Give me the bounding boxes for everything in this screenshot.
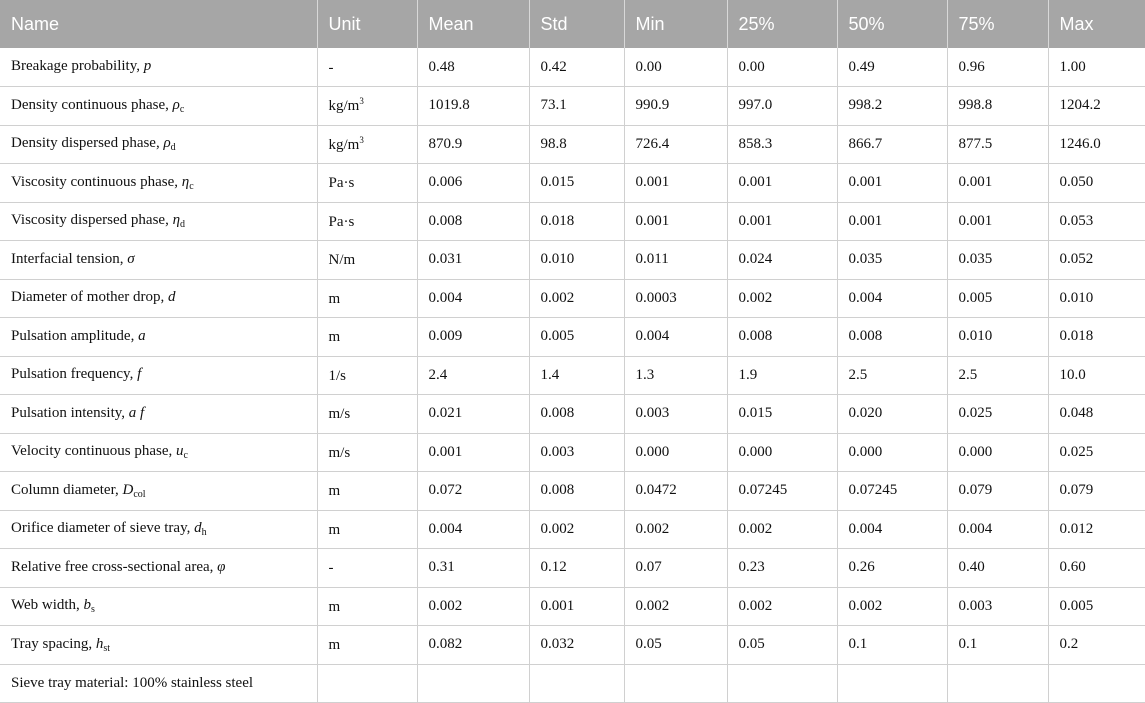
table-row: [0, 356, 1145, 395]
param-name-cell: [0, 279, 317, 318]
param-symbol: u: [175, 443, 184, 460]
param-name: Relative free cross-sectional area,: [11, 558, 218, 575]
max-cell: 0.048: [1048, 395, 1145, 434]
param-name: Breakage probability,: [11, 58, 144, 74]
table-row: [0, 433, 1145, 472]
empty-cell: [529, 664, 624, 703]
param-name: Web width,: [11, 597, 84, 614]
p50-cell: 0.020: [837, 395, 947, 434]
param-symbol: σ: [127, 250, 135, 267]
param-symbol: ρ: [172, 96, 180, 113]
unit-text: Pa·s: [328, 175, 355, 192]
max-cell: 0.025: [1048, 433, 1145, 472]
p50-cell: 0.004: [837, 279, 947, 318]
param-subscript: c: [183, 450, 188, 462]
param-name-cell: [0, 549, 317, 588]
param-name: Density dispersed phase,: [11, 135, 164, 152]
max-cell: 10.0: [1048, 356, 1145, 395]
mean-cell: 0.072: [417, 472, 529, 511]
table-row-note: [0, 664, 1145, 703]
p50-cell: 0.26: [837, 549, 947, 588]
unit-text: m: [328, 598, 341, 615]
max-cell: 0.018: [1048, 318, 1145, 357]
param-symbol: p: [143, 58, 152, 74]
table-row: [0, 279, 1145, 318]
p25-cell: 858.3: [727, 125, 837, 164]
table-body: [0, 48, 1145, 703]
min-cell: 990.9: [624, 87, 727, 126]
param-symbol: ρ: [163, 135, 171, 152]
min-cell: 0.0472: [624, 472, 727, 511]
unit-text: -: [328, 560, 334, 577]
unit-text: Pa·s: [328, 213, 355, 230]
param-symbol: D: [122, 481, 134, 498]
param-subscript: c: [189, 180, 194, 192]
mean-cell: 0.002: [417, 587, 529, 626]
p25-cell: 1.9: [727, 356, 837, 395]
unit-cell: [317, 164, 417, 203]
param-subscript: d: [180, 219, 186, 231]
empty-cell: [417, 664, 529, 703]
param-symbol: h: [95, 635, 104, 652]
unit-cell: [317, 587, 417, 626]
param-name-cell: [0, 626, 317, 665]
unit-text: kg/m: [328, 136, 360, 153]
col-header-max: Max: [1048, 0, 1145, 48]
mean-cell: 0.004: [417, 510, 529, 549]
param-name: Pulsation intensity,: [11, 404, 129, 421]
param-symbol: b: [83, 597, 92, 614]
empty-cell: [1048, 664, 1145, 703]
p50-cell: 0.000: [837, 433, 947, 472]
param-subscript: col: [133, 488, 146, 500]
p25-cell: 0.001: [727, 164, 837, 203]
p50-cell: 866.7: [837, 125, 947, 164]
max-cell: 0.60: [1048, 549, 1145, 588]
p25-cell: 0.07245: [727, 472, 837, 511]
param-name: Interfacial tension,: [11, 250, 128, 267]
param-subscript: s: [91, 604, 95, 616]
unit-text: m: [328, 290, 341, 307]
p75-cell: 0.079: [947, 472, 1048, 511]
unit-cell: [317, 356, 417, 395]
param-symbol: a: [138, 327, 146, 344]
empty-cell: [317, 664, 417, 703]
p25-cell: 0.000: [727, 433, 837, 472]
p50-cell: 0.001: [837, 164, 947, 203]
p75-cell: 0.004: [947, 510, 1048, 549]
min-cell: 0.004: [624, 318, 727, 357]
std-cell: 0.003: [529, 433, 624, 472]
std-cell: 0.010: [529, 241, 624, 280]
table-row: [0, 395, 1145, 434]
p75-cell: 0.005: [947, 279, 1048, 318]
table-row: [0, 125, 1145, 164]
param-name: Column diameter,: [11, 481, 123, 498]
p25-cell: 0.00: [727, 48, 837, 87]
mean-cell: 0.008: [417, 202, 529, 241]
mean-cell: 0.001: [417, 433, 529, 472]
unit-text: m: [328, 637, 341, 654]
empty-cell: [947, 664, 1048, 703]
unit-cell: [317, 241, 417, 280]
param-name-cell: [0, 202, 317, 241]
p25-cell: 0.002: [727, 587, 837, 626]
param-subscript: c: [179, 103, 185, 115]
mean-cell: 0.009: [417, 318, 529, 357]
mean-cell: 0.31: [417, 549, 529, 588]
mean-cell: 0.48: [417, 48, 529, 87]
param-name: Velocity continuous phase,: [11, 443, 176, 460]
mean-cell: 0.031: [417, 241, 529, 280]
param-name-cell: [0, 87, 317, 126]
unit-text: m: [328, 521, 341, 538]
p75-cell: 877.5: [947, 125, 1048, 164]
p25-cell: 0.05: [727, 626, 837, 665]
empty-cell: [727, 664, 837, 703]
p75-cell: 0.001: [947, 164, 1048, 203]
p25-cell: 0.002: [727, 279, 837, 318]
param-name-cell: [0, 125, 317, 164]
unit-cell: [317, 472, 417, 511]
std-cell: 0.005: [529, 318, 624, 357]
mean-cell: 2.4: [417, 356, 529, 395]
p75-cell: 0.025: [947, 395, 1048, 434]
unit-cell: [317, 48, 417, 87]
max-cell: 0.052: [1048, 241, 1145, 280]
p50-cell: 0.008: [837, 318, 947, 357]
table-row: [0, 472, 1145, 511]
table-row: [0, 587, 1145, 626]
p50-cell: 0.49: [837, 48, 947, 87]
min-cell: 0.001: [624, 164, 727, 203]
std-cell: 0.032: [529, 626, 624, 665]
unit-text: m/s: [328, 406, 351, 423]
std-cell: 0.008: [529, 472, 624, 511]
table-row: [0, 510, 1145, 549]
table-row: [0, 202, 1145, 241]
max-cell: 0.005: [1048, 587, 1145, 626]
p25-cell: 0.001: [727, 202, 837, 241]
unit-text: m: [328, 329, 341, 346]
unit-cell: [317, 125, 417, 164]
p25-cell: 0.015: [727, 395, 837, 434]
p25-cell: 0.008: [727, 318, 837, 357]
max-cell: 0.2: [1048, 626, 1145, 665]
unit-cell: [317, 510, 417, 549]
col-header-unit: Unit: [317, 0, 417, 48]
param-name: Pulsation frequency,: [11, 366, 138, 383]
param-name: Density continuous phase,: [11, 96, 173, 113]
p75-cell: 0.1: [947, 626, 1048, 665]
unit-cell: [317, 202, 417, 241]
std-cell: 0.12: [529, 549, 624, 588]
max-cell: 1.00: [1048, 48, 1145, 87]
mean-cell: 0.021: [417, 395, 529, 434]
sieve-tray-material-note: Sieve tray material: 100% stainless steel: [0, 664, 317, 703]
col-header-min: Min: [624, 0, 727, 48]
min-cell: 0.000: [624, 433, 727, 472]
col-header-75: 75%: [947, 0, 1048, 48]
unit-superscript: 3: [359, 134, 364, 145]
unit-cell: [317, 549, 417, 588]
table-row: [0, 164, 1145, 203]
std-cell: 0.42: [529, 48, 624, 87]
param-name-cell: [0, 433, 317, 472]
p50-cell: 0.1: [837, 626, 947, 665]
min-cell: 0.00: [624, 48, 727, 87]
unit-superscript: 3: [359, 96, 364, 107]
param-name-cell: [0, 48, 317, 87]
unit-text: 1/s: [328, 367, 347, 384]
p75-cell: 0.035: [947, 241, 1048, 280]
header-row: [0, 0, 1145, 48]
std-cell: 0.001: [529, 587, 624, 626]
min-cell: 726.4: [624, 125, 727, 164]
p75-cell: 0.000: [947, 433, 1048, 472]
mean-cell: 0.006: [417, 164, 529, 203]
col-header-std: Std: [529, 0, 624, 48]
p75-cell: 2.5: [947, 356, 1048, 395]
empty-cell: [837, 664, 947, 703]
p25-cell: 0.23: [727, 549, 837, 588]
col-header-50: 50%: [837, 0, 947, 48]
unit-cell: [317, 318, 417, 357]
p50-cell: 998.2: [837, 87, 947, 126]
param-subscript: h: [201, 527, 207, 539]
std-cell: 0.018: [529, 202, 624, 241]
min-cell: 0.002: [624, 510, 727, 549]
param-symbol: d: [194, 520, 202, 537]
std-cell: 0.002: [529, 510, 624, 549]
min-cell: 0.001: [624, 202, 727, 241]
col-header-25: 25%: [727, 0, 837, 48]
empty-cell: [624, 664, 727, 703]
param-symbol: f: [137, 366, 142, 383]
p50-cell: 0.035: [837, 241, 947, 280]
p25-cell: 997.0: [727, 87, 837, 126]
table-row: [0, 626, 1145, 665]
std-cell: 98.8: [529, 125, 624, 164]
mean-cell: 0.082: [417, 626, 529, 665]
max-cell: 0.010: [1048, 279, 1145, 318]
table-row: [0, 318, 1145, 357]
table-row: [0, 241, 1145, 280]
param-symbol: η: [172, 212, 181, 229]
param-name: Diameter of mother drop,: [11, 289, 169, 306]
unit-text: -: [328, 59, 334, 76]
min-cell: 0.07: [624, 549, 727, 588]
param-name-cell: [0, 318, 317, 357]
p50-cell: 0.004: [837, 510, 947, 549]
param-symbol: η: [181, 173, 190, 190]
p75-cell: 998.8: [947, 87, 1048, 126]
p50-cell: 2.5: [837, 356, 947, 395]
p25-cell: 0.002: [727, 510, 837, 549]
mean-cell: 870.9: [417, 125, 529, 164]
max-cell: 0.053: [1048, 202, 1145, 241]
unit-text: N/m: [328, 252, 356, 269]
unit-cell: [317, 279, 417, 318]
p75-cell: 0.010: [947, 318, 1048, 357]
std-cell: 0.002: [529, 279, 624, 318]
p50-cell: 0.002: [837, 587, 947, 626]
param-name-cell: [0, 472, 317, 511]
std-cell: 1.4: [529, 356, 624, 395]
min-cell: 0.011: [624, 241, 727, 280]
param-name: Viscosity continuous phase,: [11, 173, 182, 190]
min-cell: 0.003: [624, 395, 727, 434]
param-name: Orifice diameter of sieve tray,: [11, 520, 195, 537]
param-name: Viscosity dispersed phase,: [11, 212, 173, 229]
max-cell: 0.050: [1048, 164, 1145, 203]
param-symbol: φ: [217, 558, 226, 575]
param-name-cell: [0, 395, 317, 434]
unit-cell: [317, 433, 417, 472]
max-cell: 0.079: [1048, 472, 1145, 511]
p75-cell: 0.96: [947, 48, 1048, 87]
max-cell: 1204.2: [1048, 87, 1145, 126]
col-header-name: Name: [0, 0, 317, 48]
unit-cell: [317, 626, 417, 665]
std-cell: 0.008: [529, 395, 624, 434]
table-header: [0, 0, 1145, 48]
unit-cell: [317, 87, 417, 126]
table-row: [0, 48, 1145, 87]
min-cell: 0.002: [624, 587, 727, 626]
min-cell: 1.3: [624, 356, 727, 395]
param-name-cell: [0, 356, 317, 395]
table-row: [0, 87, 1145, 126]
col-header-mean: Mean: [417, 0, 529, 48]
max-cell: 1246.0: [1048, 125, 1145, 164]
p75-cell: 0.001: [947, 202, 1048, 241]
unit-text: m/s: [328, 444, 351, 461]
param-name: Pulsation amplitude,: [11, 327, 139, 344]
p50-cell: 0.07245: [837, 472, 947, 511]
unit-text: m: [328, 483, 341, 500]
param-name-cell: [0, 164, 317, 203]
param-symbol: d: [168, 289, 176, 306]
unit-cell: [317, 395, 417, 434]
param-name-cell: [0, 241, 317, 280]
max-cell: 0.012: [1048, 510, 1145, 549]
param-name-cell: [0, 510, 317, 549]
param-name-cell: [0, 587, 317, 626]
mean-cell: 0.004: [417, 279, 529, 318]
p50-cell: 0.001: [837, 202, 947, 241]
unit-text: kg/m: [328, 98, 360, 115]
std-cell: 0.015: [529, 164, 624, 203]
param-subscript: d: [170, 142, 176, 154]
p75-cell: 0.40: [947, 549, 1048, 588]
mean-cell: 1019.8: [417, 87, 529, 126]
param-symbol: a f: [128, 404, 145, 421]
p75-cell: 0.003: [947, 587, 1048, 626]
std-cell: 73.1: [529, 87, 624, 126]
p25-cell: 0.024: [727, 241, 837, 280]
min-cell: 0.0003: [624, 279, 727, 318]
table-row: [0, 549, 1145, 588]
param-name: Tray spacing,: [11, 635, 96, 652]
min-cell: 0.05: [624, 626, 727, 665]
param-subscript: st: [103, 642, 111, 654]
